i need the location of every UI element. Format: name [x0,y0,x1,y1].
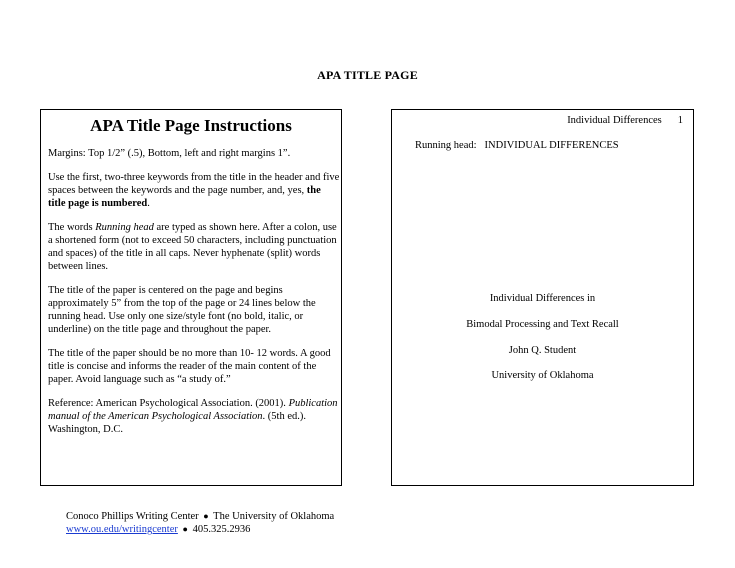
footer-line-1: Conoco Phillips Writing Center ● The University of Oklahoma [66,511,335,522]
bullet-icon: ● [182,524,188,534]
running-head-label: Running head: [415,140,477,151]
institution: University of Oklahoma [491,370,594,381]
sample-title-page [391,109,694,486]
author-name: John Q. Student [508,345,577,356]
instructions-body [48,147,340,447]
page-title: APA TITLE PAGE [317,68,418,82]
phone-number: 405.325.2936 [192,524,251,535]
centering-paragraph: The title of the paper is centered on the page and begins approximately 5” from the top of the page or 24 lines below the running head. Use only one size/style font (no bold, italic, or underline) on the title page and throughout the paper. [48,285,316,335]
footer-line-2 [66,523,334,536]
footer [66,510,334,536]
title-length-paragraph: The title of the paper should be no more than 10- 12 words. A good title is concise and informs the reader of the main content of the paper. Avoid language such as “a study of.” [48,348,331,385]
header-text: Individual Differences [567,115,662,126]
running-head [415,140,619,151]
paper-title-line-1: Individual Differences in [489,293,596,304]
writing-center-link[interactable]: www.ou.edu/writingcenter [66,524,178,535]
margins-paragraph: Margins: Top 1/2” (.5), Bottom, left and right margins 1”. [48,148,291,159]
paper-title-line-2: Bimodal Processing and Text Recall [466,319,619,330]
bullet-icon: ● [203,511,209,521]
instructions-heading: APA Title Page Instructions [90,116,292,135]
page-number: 1 [677,115,683,126]
reference-paragraph: Reference: American Psychological Association. (2001). Publication manual of the American Psychological Association. (5th ed.). Washington, D.C. [48,398,338,435]
running-head-term: Running head [95,222,154,233]
running-head-title: INDIVIDUAL DIFFERENCES [484,140,619,151]
keywords-paragraph: Use the first, two-three keywords from the title in the header and five spaces between the keywords and the page number, and, yes, the title page is numbered. [48,172,340,209]
reference-title: Publication manual of the American Psychological Association [48,398,338,422]
instructions-panel [40,109,342,486]
numbered-emphasis: the title page is numbered [48,185,321,209]
running-head-paragraph: The words Running head are typed as shown here. After a colon, use a shortened form (not to exceed 50 characters, including punctuation and spaces) of the title in all caps. Never hyphenate (split) words between lines. [48,222,337,272]
page-header [567,115,683,126]
